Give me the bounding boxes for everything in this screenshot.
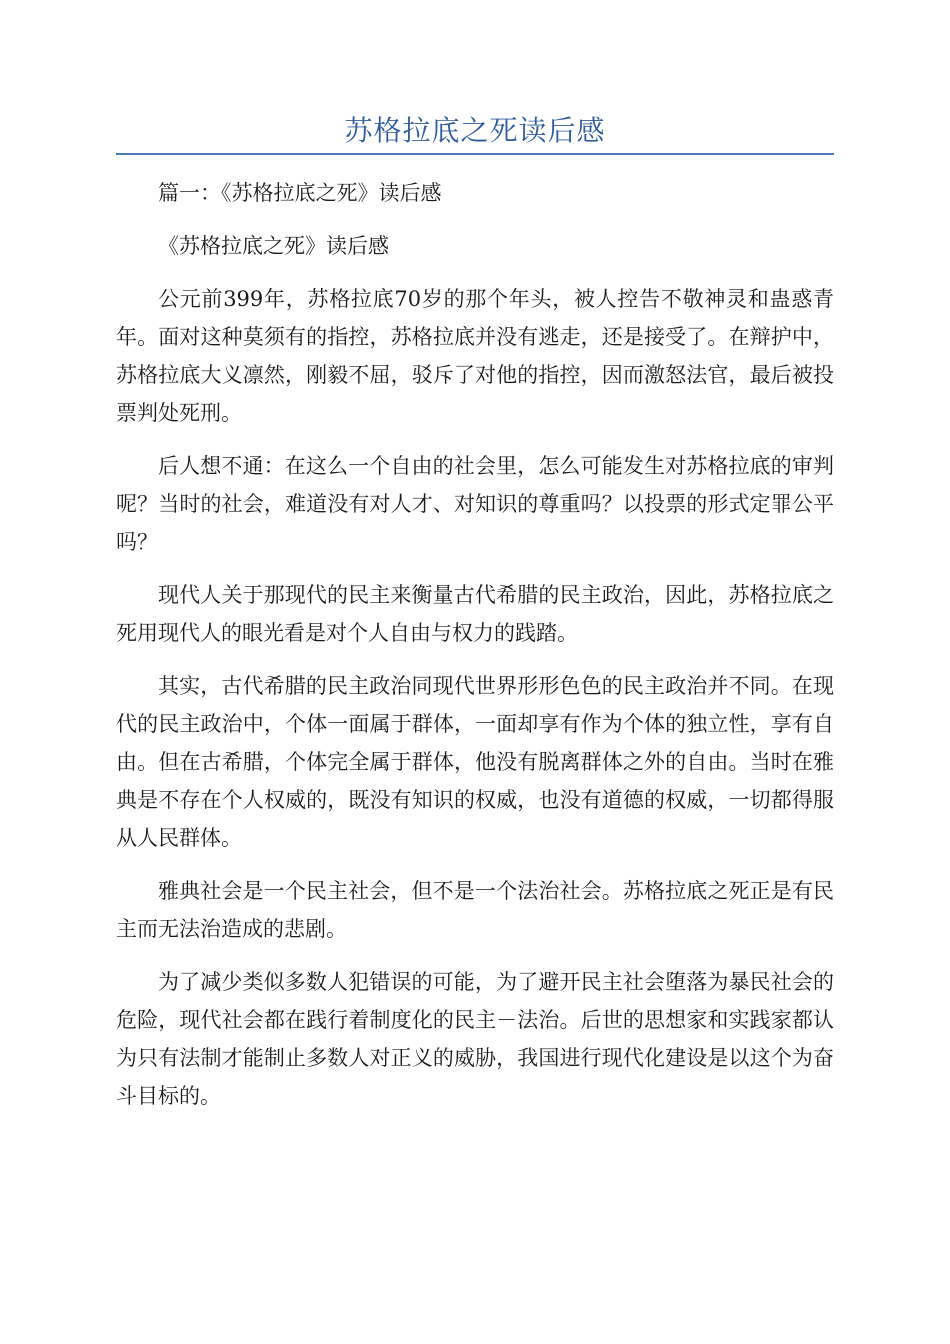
paragraph-6: 为了减少类似多数人犯错误的可能，为了避开民主社会堕落为暴民社会的危险，现代社会都在践行着制度化的民主－法治。后世的思想家和实践家都认为只有法制才能制止多数人对正义的威胁，我国进行现代化建设是以这个为奋斗目标的。 <box>116 970 834 1108</box>
paragraph-section-heading: 篇一：《苏格拉底之死》读后感 <box>158 181 442 205</box>
title-underline <box>116 153 834 155</box>
document-title: 苏格拉底之死读后感 <box>344 114 606 147</box>
paragraph-2: 后人想不通：在这么一个自由的社会里，怎么可能发生对苏格拉底的审判呢？当时的社会，难道没有对人才、对知识的尊重吗？以投票的形式定罪公平吗？ <box>116 454 834 554</box>
paragraph-4: 其实，古代希腊的民主政治同现代世界形形色色的民主政治并不同。在现代的民主政治中，个体一面属于群体，一面却享有作为个体的独立性，享有自由。但在古希腊，个体完全属于群体，他没有脱离群体之外的自由。当时在雅典是不存在个人权威的，既没有知识的权威，也没有道德的权威，一切都得服从人民群体。 <box>116 674 834 850</box>
document-body <box>116 174 834 1130</box>
paragraph-1: 公元前399年，苏格拉底70岁的那个年头，被人控告不敬神灵和蛊惑青年。面对这种莫须有的指控，苏格拉底并没有逃走，还是接受了。在辩护中，苏格拉底大义凛然，刚毅不屈，驳斥了对他的指控，因而激怒法官，最后被投票判处死刑。 <box>116 287 834 425</box>
paragraph-5: 雅典社会是一个民主社会，但不是一个法治社会。苏格拉底之死正是有民主而无法治造成的悲剧。 <box>116 879 834 941</box>
paragraph-subtitle: 《苏格拉底之死》读后感 <box>158 234 389 258</box>
paragraph-3: 现代人关于那现代的民主来衡量古代希腊的民主政治，因此，苏格拉底之死用现代人的眼光看是对个人自由与权力的践踏。 <box>116 583 834 645</box>
